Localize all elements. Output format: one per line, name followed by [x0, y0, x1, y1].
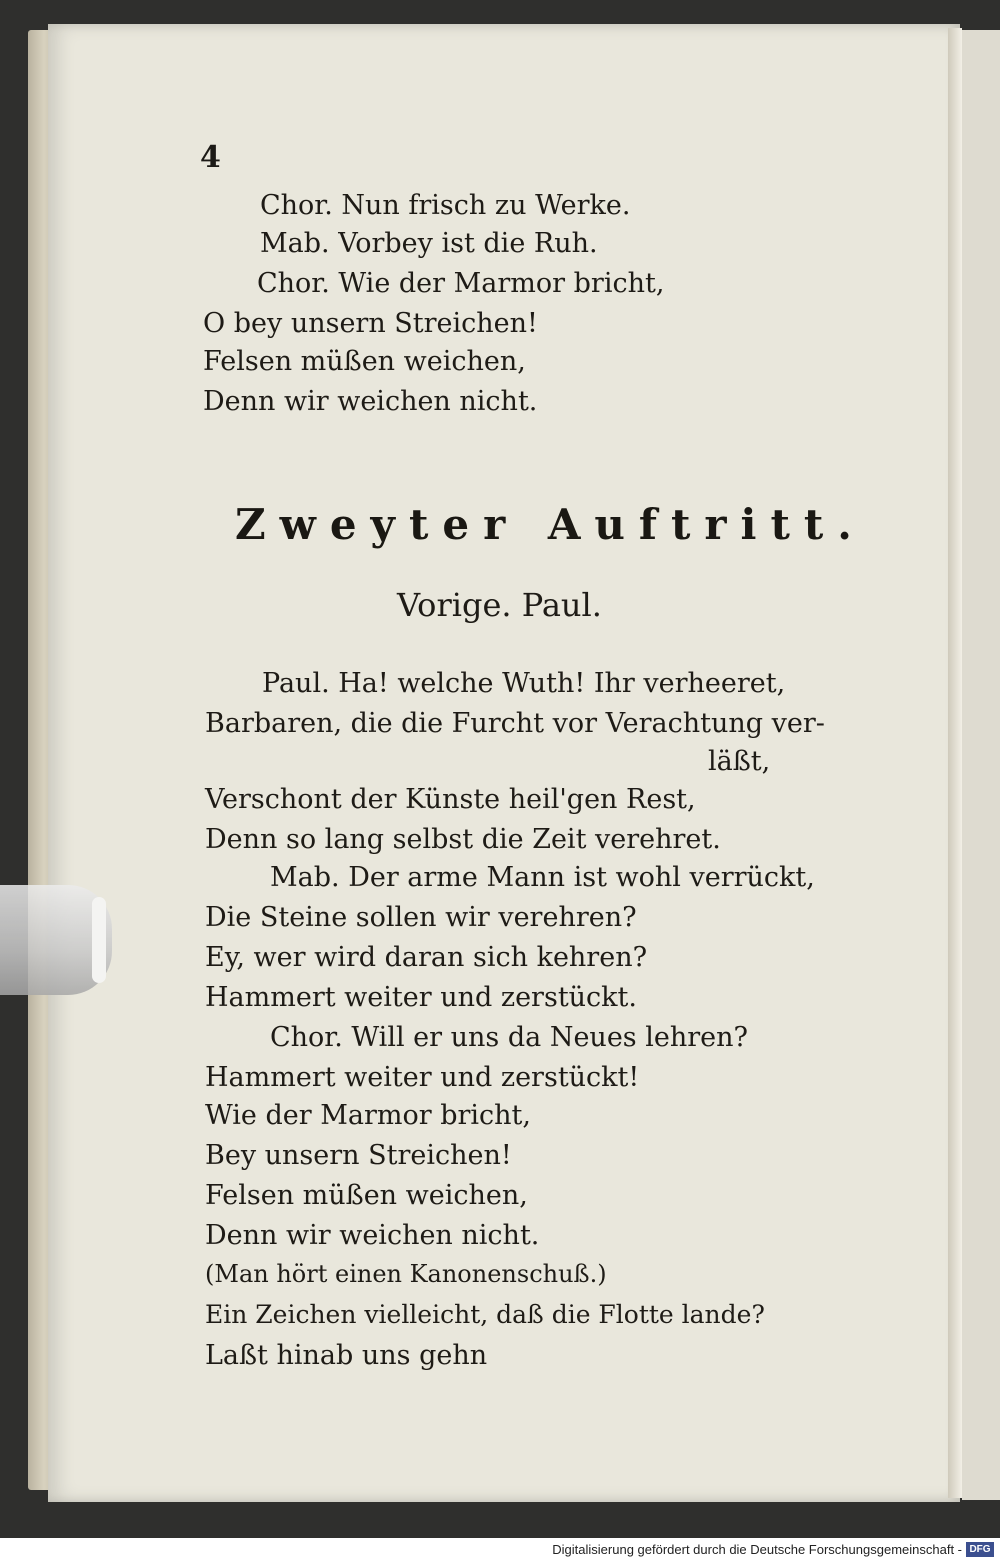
text-line: Felsen müßen weichen, — [203, 346, 526, 377]
text-line: Barbaren, die die Furcht vor Verachtung ver- — [205, 708, 825, 739]
text-line: O bey unsern Streichen! — [203, 308, 538, 339]
scene-heading: Zweyter Auftritt. — [235, 500, 866, 549]
page-clip-holder — [0, 885, 112, 995]
text-line: Hammert weiter und zerstückt. — [205, 982, 637, 1013]
next-page-edge — [962, 30, 1000, 1500]
text-line: Wie der Marmor bricht, — [205, 1100, 531, 1131]
text-line: Chor. Wie der Marmor bricht, — [257, 268, 665, 299]
page-number: 4 — [200, 140, 221, 175]
page-gutter — [948, 28, 962, 1498]
text-line: Denn wir weichen nicht. — [205, 1220, 540, 1251]
clip-shine — [92, 897, 106, 983]
text-line: Ey, wer wird daran sich kehren? — [205, 942, 648, 973]
scene-characters: Vorige. Paul. — [397, 586, 602, 624]
text-line: läßt, — [708, 746, 771, 777]
stage-direction: (Man hört einen Kanonenschuß.) — [205, 1260, 607, 1288]
text-line: Denn so lang selbst die Zeit verehret. — [205, 824, 721, 855]
text-line: Denn wir weichen nicht. — [203, 386, 538, 417]
text-line: Laßt hinab uns gehn — [205, 1340, 488, 1371]
text-line: Die Steine sollen wir verehren? — [205, 902, 637, 933]
text-line: Hammert weiter und zerstückt! — [205, 1062, 640, 1093]
text-line: Felsen müßen weichen, — [205, 1180, 528, 1211]
text-line: Paul. Ha! welche Wuth! Ihr verheeret, — [262, 668, 786, 699]
text-line: Chor. Nun frisch zu Werke. — [260, 190, 631, 221]
text-line: Chor. Will er uns da Neues lehren? — [270, 1022, 748, 1053]
text-line: Ein Zeichen vielleicht, daß die Flotte lande? — [205, 1300, 765, 1329]
text-line: Verschont der Künste heil'gen Rest, — [205, 784, 696, 815]
footer-credit: Digitalisierung gefördert durch die Deutsche Forschungsgemeinschaft - — [552, 1542, 962, 1557]
text-line: Mab. Vorbey ist die Ruh. — [260, 228, 598, 259]
text-line: Mab. Der arme Mann ist wohl verrückt, — [270, 862, 815, 893]
text-line: Bey unsern Streichen! — [205, 1140, 512, 1171]
dfg-logo: DFG — [966, 1542, 994, 1557]
footer-bar — [0, 1538, 1000, 1562]
